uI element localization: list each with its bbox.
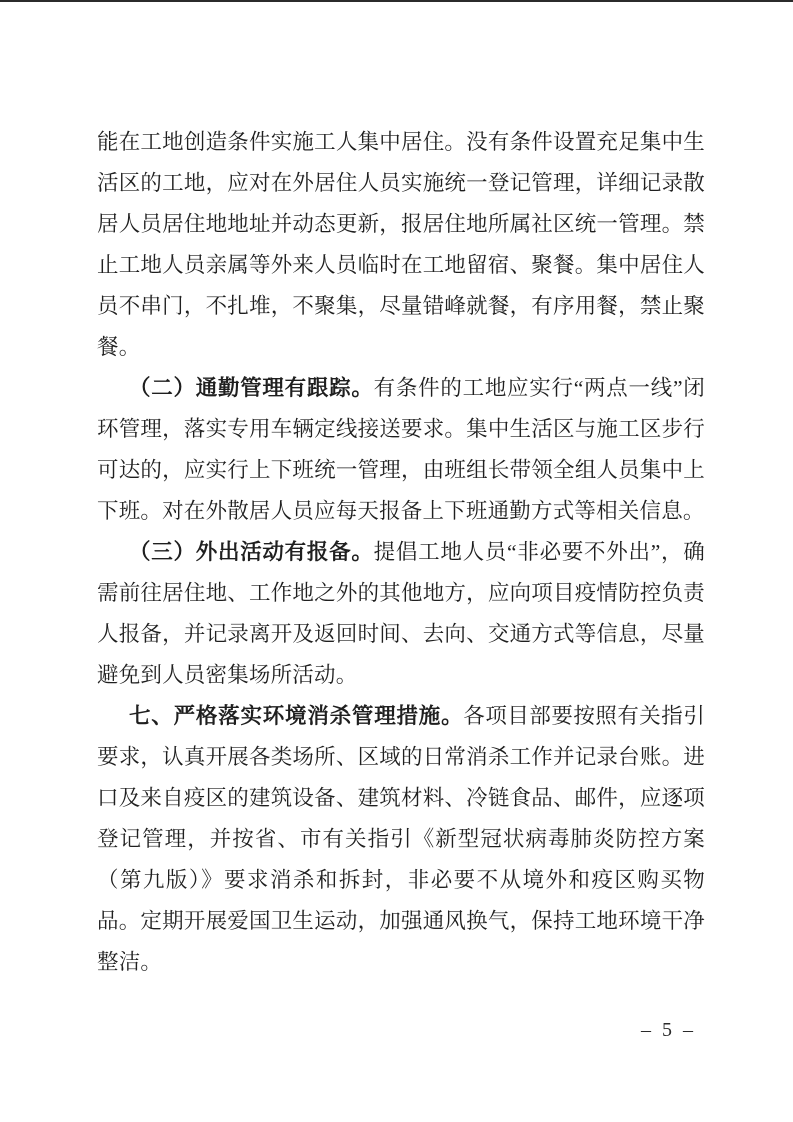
- body-paragraph: [97, 368, 705, 532]
- paragraph-text: 提倡工地人员“非必要不外出”，确需前往居住地、工作地之外的其他地方，应向项目疫情防控负责人报备，并记录离开及返回时间、去向、交通方式等信息，尽量避免到人员密集场所活动。: [97, 540, 705, 687]
- page-top-edge-line: [0, 0, 793, 2]
- page-number: – 5 –: [641, 1019, 696, 1041]
- paragraph-lead-section-2: （二）通勤管理有跟踪。: [129, 376, 374, 400]
- paragraph-text: 有条件的工地应实行“两点一线”闭环管理，落实专用车辆定线接送要求。集中生活区与施工区步行可达的，应实行上下班统一管理，由班组长带领全组人员集中上下班。对在外散居人员应每天报备上下班通勤方式等相关信息。: [97, 376, 705, 523]
- body-paragraph: [97, 532, 705, 696]
- paragraph-text: 能在工地创造条件实施工人集中居住。没有条件设置充足集中生活区的工地，应对在外居住人员实施统一登记管理，详细记录散居人员居住地地址并动态更新，报居住地所属社区统一管理。禁止工地人员亲属等外来人员临时在工地留宿、聚餐。集中居住人员不串门，不扎堆，不聚集，尽量错峰就餐，有序用餐，禁止聚餐。: [97, 130, 705, 359]
- paragraph-lead-section-3: （三）外出活动有报备。: [129, 540, 374, 564]
- document-body: [97, 122, 705, 983]
- body-paragraph: [97, 696, 705, 983]
- body-paragraph: [97, 122, 705, 368]
- paragraph-lead-section-7: 七、严格落实环境消杀管理措施。: [129, 704, 464, 728]
- paragraph-text: 各项目部要按照有关指引要求，认真开展各类场所、区域的日常消杀工作并记录台账。进口及来自疫区的建筑设备、建筑材料、冷链食品、邮件，应逐项登记管理，并按省、市有关指引《新型冠状病毒肺炎防控方案（第九版）》要求消杀和拆封，非必要不从境外和疫区购买物品。定期开展爱国卫生运动，加强通风换气，保持工地环境干净整洁。: [97, 704, 705, 974]
